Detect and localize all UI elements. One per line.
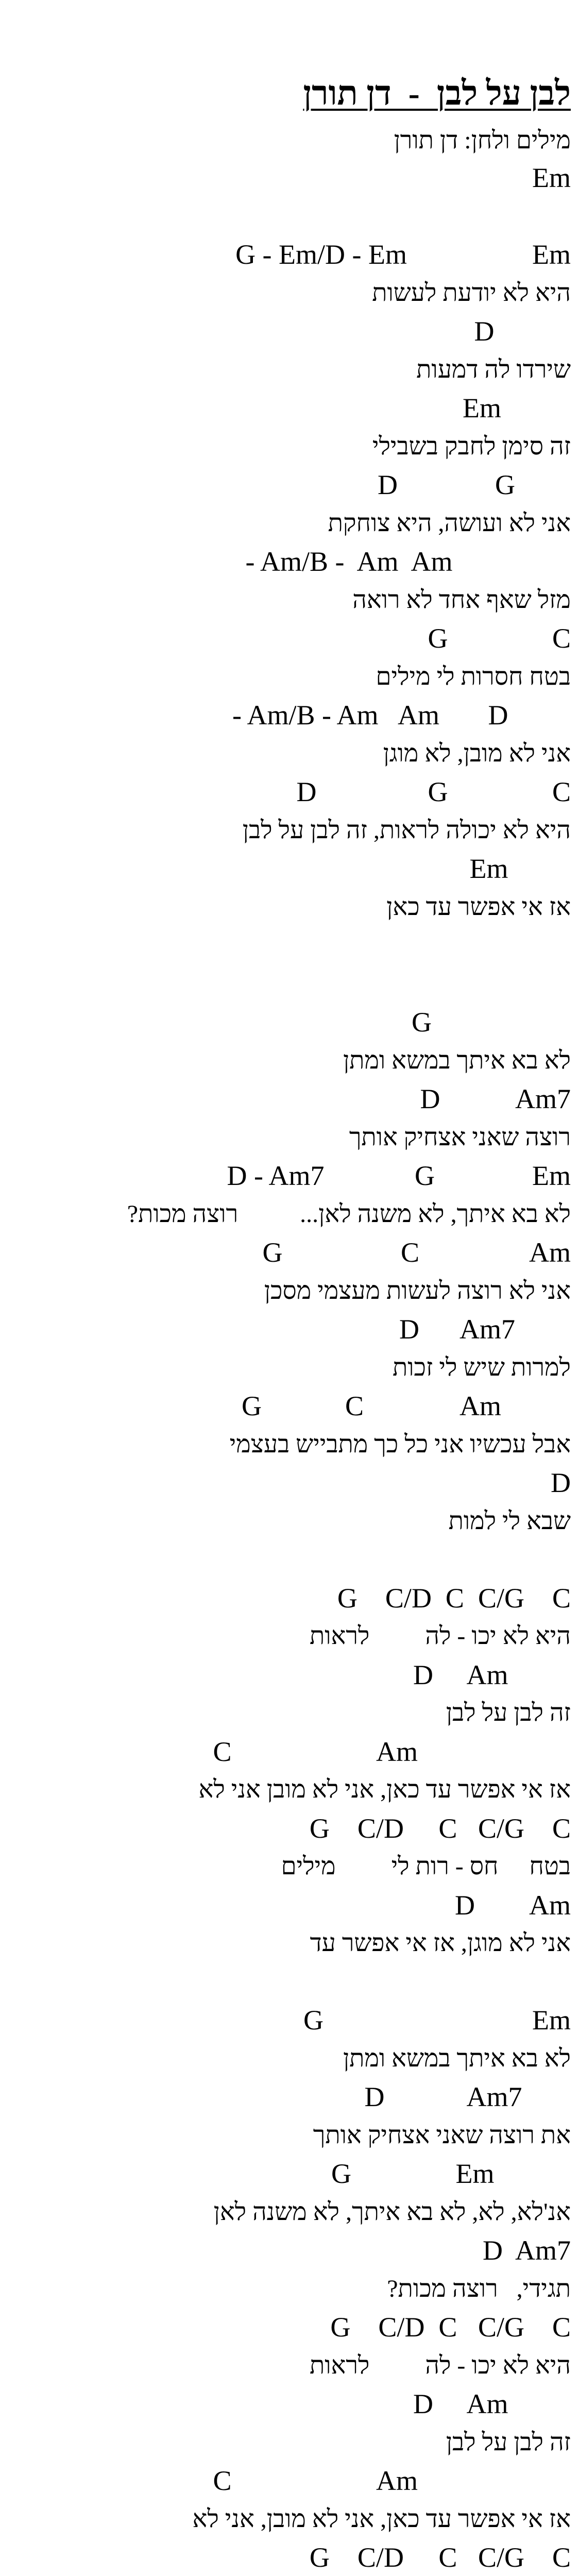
chord-line: D Am7 [420,1083,571,1114]
lyric-line: זה לבן על לבן [446,2429,571,2456]
chord-line: Em [532,162,571,193]
lyric-line: היא לא יכו - לה לראות [309,1622,571,1650]
lyric-line: לא בא איתך במשא ומתן [343,2045,571,2072]
song-title: לבן על לבן - דן תורן [303,75,571,112]
chord-line: Em [463,393,571,423]
chord-line: G Em [303,2005,571,2036]
chord-line: D Am7 [399,1314,571,1345]
chord-line: G C/D C C/G C [309,1813,571,1844]
lyric-line: אז אי אפשר עד כאן, אני לא מובן אני לא [198,1776,571,1803]
lyric-line: לא בא איתך, לא משנה לאן... רוצה מכות? [127,1200,571,1228]
chord-line: G C [428,623,571,654]
lyric-line: רוצה שאני אצחיק אותך [349,1124,571,1151]
chord-line: D G [378,469,571,500]
chord-line: G C/D C C/G C [337,1583,571,1614]
lyric-line: מזל שאף אחד לא רואה [352,586,571,614]
chord-line: C Am [213,1736,571,1767]
chord-line: G C/D C C/G C [330,2312,571,2343]
chord-line: Em [469,853,571,884]
lyric-line: היא לא יכו - לה לראות [309,2352,571,2379]
lyric-line: את רוצה שאני אצחיק אותך [313,2122,571,2149]
chord-line: D Am [454,1890,571,1921]
chord-line: G [412,1007,571,1038]
chord-line: G C Am [241,1391,571,1421]
chord-line: D Am7 [364,2081,571,2112]
chord-line: D Am [413,2388,571,2419]
lyric-line: למרות שיש לי זכות [392,1354,571,1381]
lyric-line: אני לא רוצה לעשות מעצמי מסכן [264,1277,571,1304]
lyric-line: אני לא מובן, לא מוגן [383,740,571,767]
chord-line: G Em [331,2158,571,2189]
lyric-line: היא לא יודעת לעשות [372,279,571,307]
lyric-line: אני לא מוגן, אז אי אפשר עד [310,1929,571,1957]
chord-line: D Am7 [482,2235,571,2266]
lyric-line: אז אי אפשר עד כאן, אני לא מובן, אני לא [192,2505,571,2533]
chord-line: G C Am [262,1237,571,1268]
lyric-line: שירדו לה דמעות [416,356,571,383]
lyric-line: אני לא ועושה, היא צוחקת [328,510,571,537]
chord-line: D - Am7 G Em [227,1160,571,1191]
chord-line: D G C [296,776,571,807]
lyric-line: זה לבן על לבן [446,1699,571,1726]
chord-line: G C/D C C/G C [309,2542,571,2573]
lyric-line: בטח חסרות לי מילים [376,663,571,690]
lyric-line: אבל עכשיו אני כל כך מתבייש בעצמי [229,1431,571,1458]
chord-line: D [551,1467,571,1498]
chord-line: - Am/B - Am Am [245,546,571,577]
song-credits: מילים ולחן: דן תורן [394,127,571,154]
lyric-line: לא בא איתך במשא ומתן [343,1047,571,1074]
chord-line: C Am [213,2465,571,2496]
lyric-line: בטח חס - רות לי מילים [281,1853,571,1880]
chord-line: D [474,316,571,347]
lyric-line: היא לא יכולה לראות, זה לבן על לבן [242,817,571,844]
lyric-line: זה סימן לחבק בשבילי [372,433,571,460]
lyric-line: אז אי אפשר עד כאן [386,893,571,921]
chord-line: - Am/B - Am Am D [232,700,571,731]
lyric-line: שבא לי למות [448,1507,571,1535]
chord-line: D Am [413,1659,571,1690]
chord-line: G - Em/D - Em Em [235,239,571,270]
lyric-line: תגידי, רוצה מכות? [337,2275,571,2302]
lyric-line: אנ'לא, לא, לא בא איתך, לא משנה לאן [213,2198,571,2226]
